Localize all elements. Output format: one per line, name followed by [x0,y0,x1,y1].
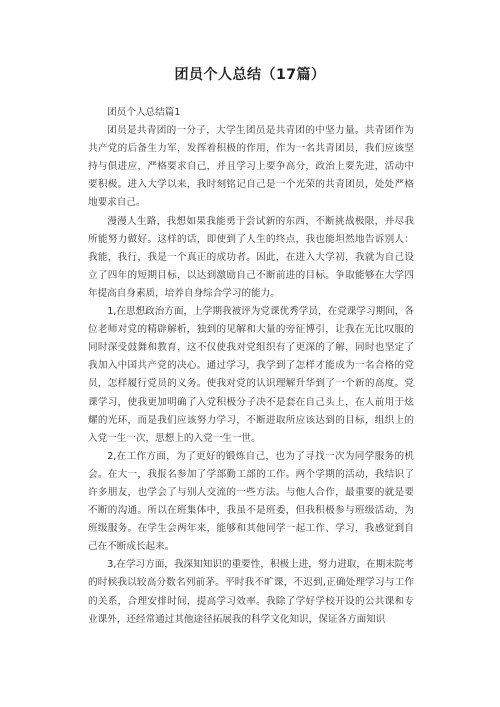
document-title: 团员个人总结（17篇） [174,67,326,83]
paragraph-5: 3,在学习方面，我深知知识的重要性，积极上进，努力进取，在期末院考的时候我以较高分数名列前茅。平时我不旷课，不迟到,正确处理学习与工作的关系，合理安排时间，提高学习效率。我除了学好学校开设的公共课和专业课外，还经常通过其他途径拓展我的科学文化知识，保证各方面知识 [88,559,414,625]
paragraph-4: 2,在工作方面，为了更好的锻炼自己，也为了寻找一次为同学服务的机会。在大一，我报名参加了学部勤工部的工作。两个学期的活动，我结识了许多朋友，也学会了与别人交流的一些方法。与他人合作，最重要的就是要不断的沟通。所以在班集体中，我虽不是班委，但我积极参与班级活动，为班级服务。在学生会两年来，能够和其他同学一起工作、学习，我感觉到自己在不断成长起来。 [88,450,414,553]
section-heading: 团员个人总结篇1 [107,107,181,118]
document-body [88,104,414,629]
paragraph-1: 团员是共青团的一分子，大学生团员是共青团的中坚力量。共青团作为共产党的后备生力军，发挥着积极的作用，作为一名共青团员，我们应该坚持与俱进应，严格要求自己，并且学习上要争高分，政治上要先进，活动中要积极。进入大学以来，我时刻铭记自己是一个光荣的共青团员，处处严格地要求自己。 [88,125,414,209]
paragraph-3: 1,在思想政治方面，上学期我被评为党课优秀学员，在党课学习期间，各位老师对党的精辟解析，独到的见解和大量的旁征博引，让我在无比叹服的同时深受鼓舞和教育，这不仅使我对党组织有了更深的了解，同时也坚定了我加入中国共产党的决心。通过学习，我学到了怎样才能成为一名合格的党员，怎样履行党员的义务。使我对党的认识理解升华到了一个新的高度。党课学习，使我更加明确了入党积极分子决不是套在自己头上，在人前用于炫耀的光环，而是我们应该努力学习，不断进取所应该达到的目标，组织上的入党一生一次，思想上的入党一生一世。 [88,306,414,444]
paragraph-2: 漫漫人生路，我想如果我能勇于尝试新的东西，不断挑战极限，并尽我所能努力做好。这样的话，即使到了人生的终点，我也能坦然地告诉别人：我能，我行，我是一个真正的成功者。因此，在进入大学初，我就为自己设立了四年的短期目标，以达到激励自己不断前进的目标。争取能够在大学四年提高自身素质，培养自身综合学习的能力。 [88,215,414,299]
